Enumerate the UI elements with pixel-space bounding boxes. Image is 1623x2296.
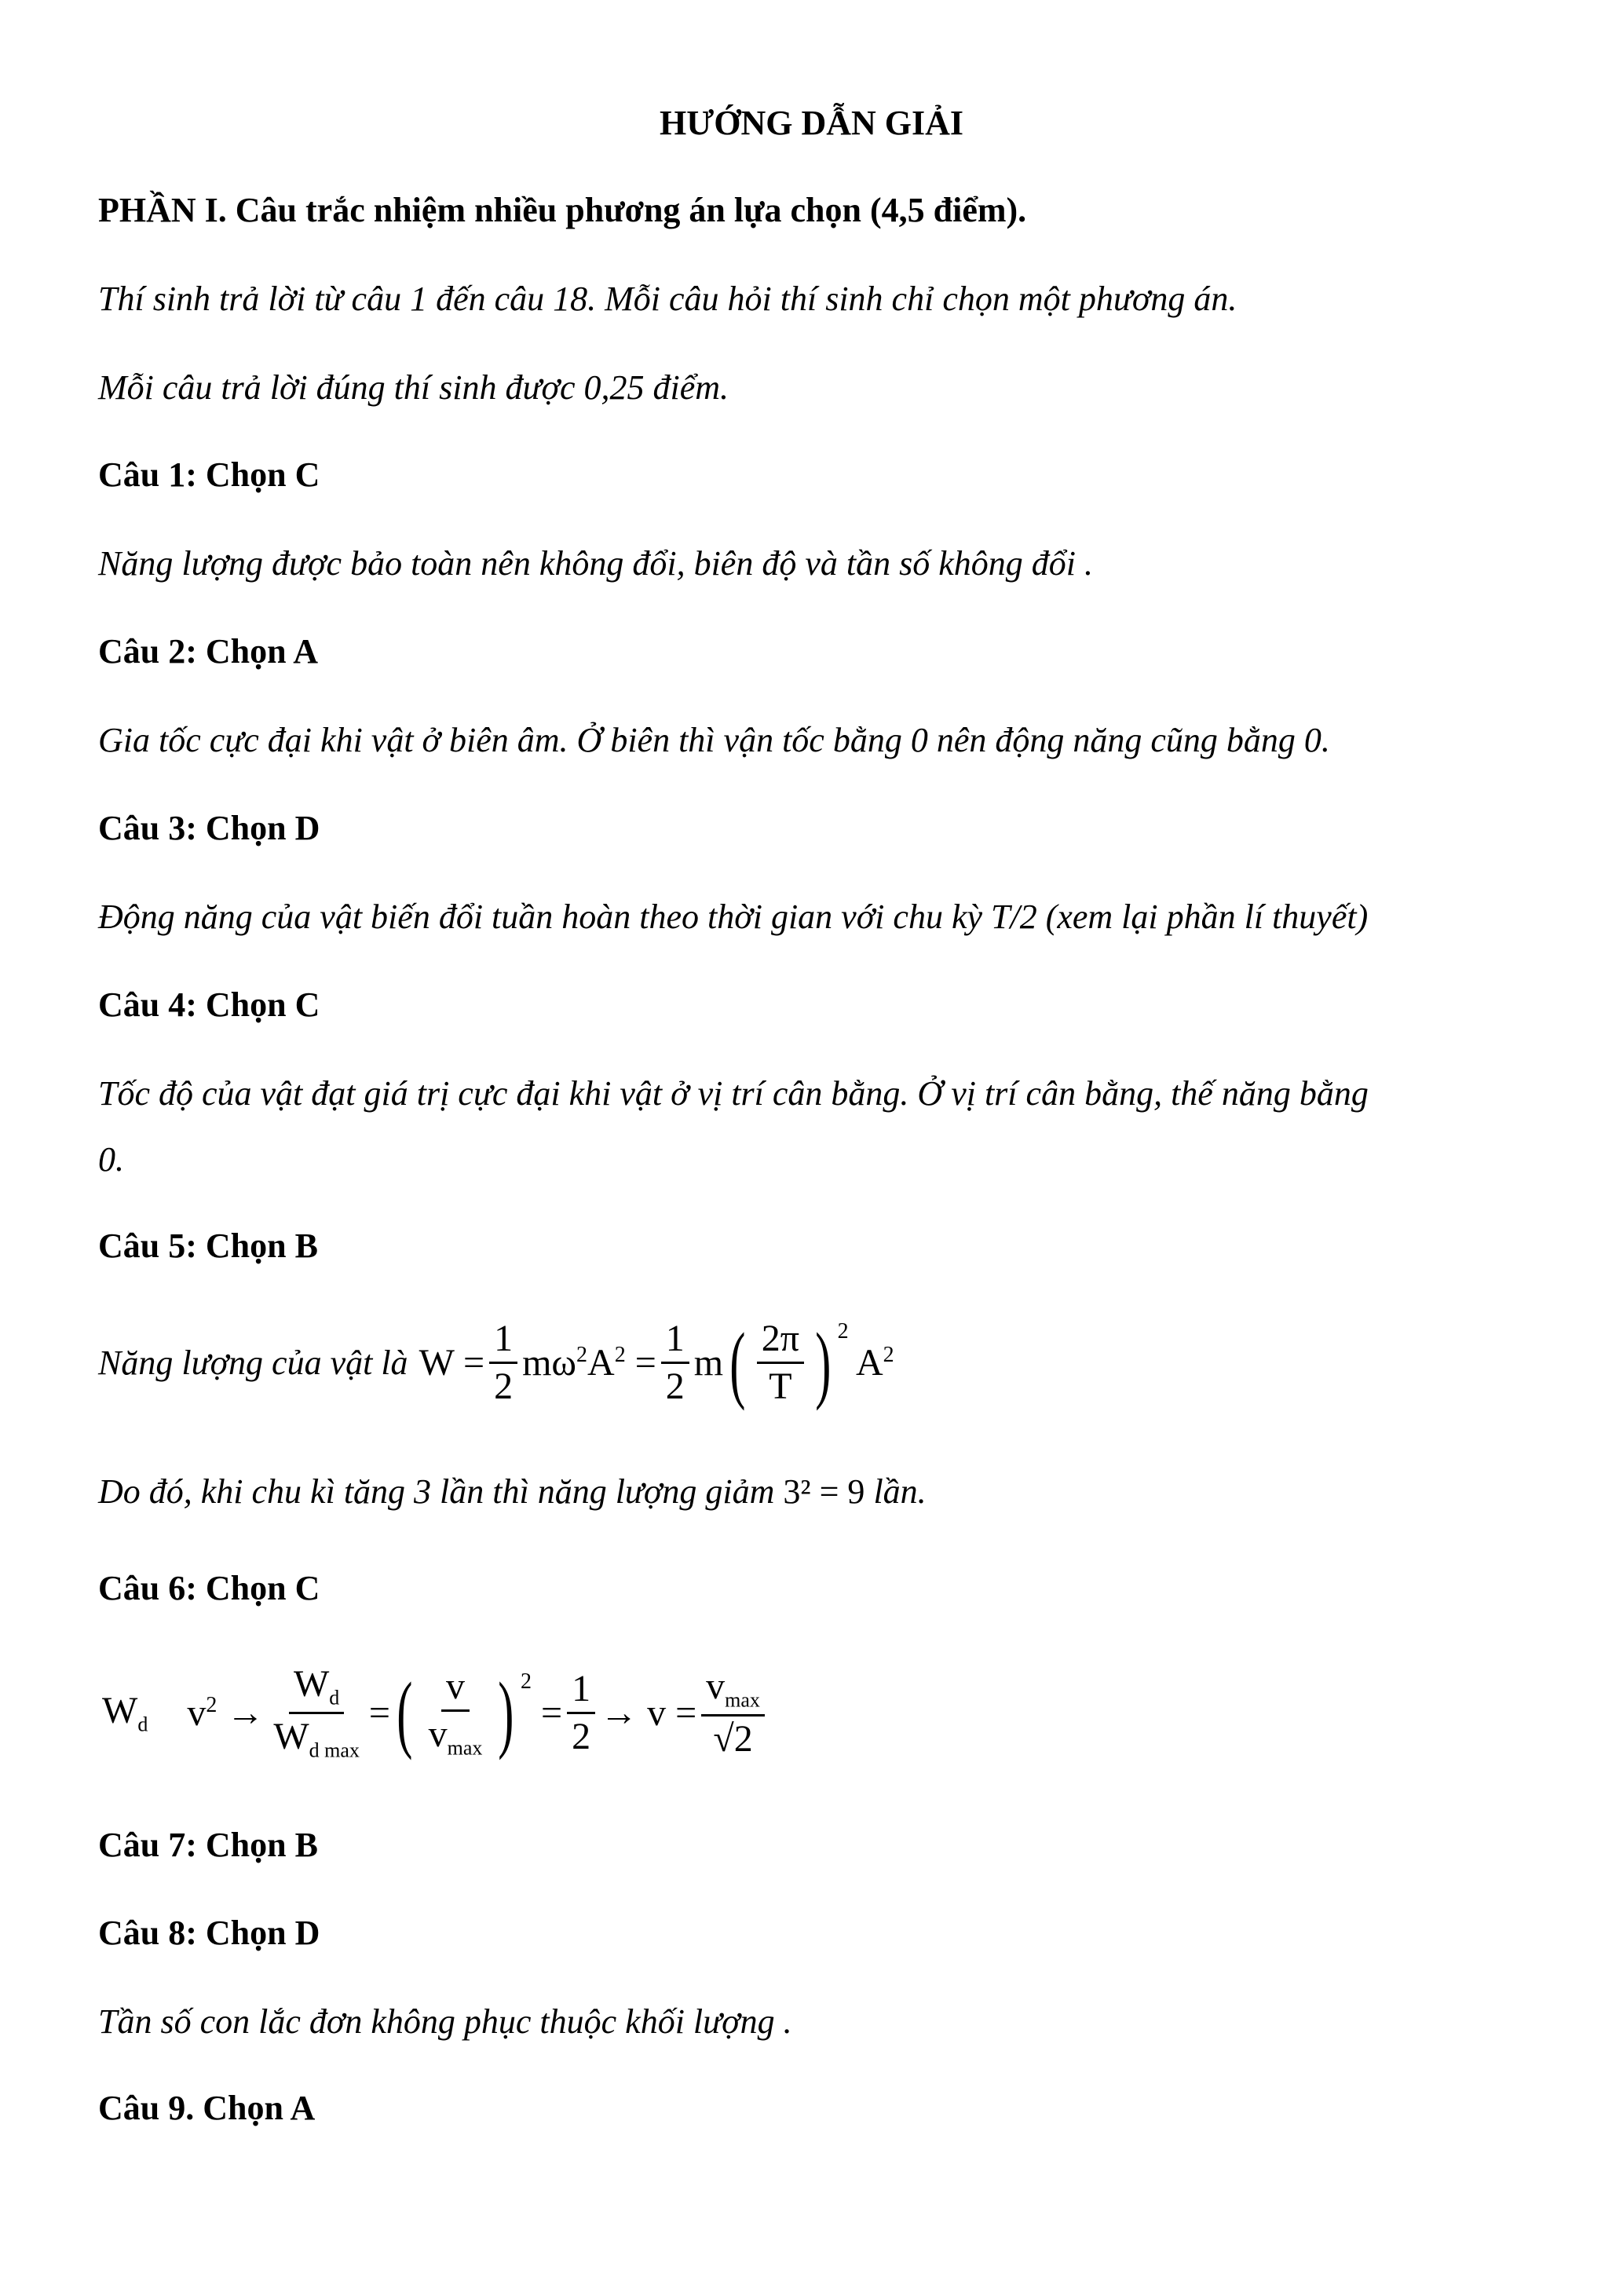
formula-eq2: $^2$ = <box>521 1669 563 1734</box>
formula-w: W = <box>419 1342 485 1384</box>
formula-m: m <box>693 1342 724 1384</box>
q5-formula-prefix: Năng lượng của vật là <box>98 1344 408 1383</box>
instruction-line-2: Mỗi câu trả lời đúng thí sinh được 0,25 điểm. <box>98 368 729 407</box>
page-title: HƯỚNG DẪN GIẢI <box>659 104 964 142</box>
q4-explanation-line-1: Tốc độ của vật đạt giá trị cực đại khi vật ở vị trí cân bằng. Ở vị trí cân bằng, thế năng bằng <box>98 1074 1369 1113</box>
left-paren: ( <box>729 1314 746 1411</box>
formula-v2: $v^2$ → <box>187 1691 265 1734</box>
q3-explanation: Động năng của vật biến đổi tuần hoàn theo thời gian với chu kỳ T/2 (xem lại phần lí thuyết) <box>98 898 1369 936</box>
q6-kinetic-formula <box>102 1665 769 1761</box>
q7-heading: Câu 7: Chọn B <box>98 1826 318 1864</box>
right-paren: ) <box>815 1314 832 1411</box>
formula-power-a: $^2$ $A^2$ <box>837 1319 894 1384</box>
fraction-half-3: $\frac{1}{2}$ <box>567 1669 595 1757</box>
fraction-v-over-vmax: $\frac{v}{v_{max}}$ <box>428 1665 483 1760</box>
q5-explanation-prefix: Do đó, khi chu kì tăng 3 lần thì năng lượng giảm <box>98 1472 775 1511</box>
section-heading: PHẦN I. Câu trắc nhiệm nhiều phương án lựa chọn (4,5 điểm). <box>98 191 1027 229</box>
right-paren-2: ) <box>498 1665 514 1761</box>
q4-heading: Câu 4: Chọn C <box>98 985 320 1024</box>
q5-explanation <box>98 1472 927 1512</box>
formula-arrow-v: → v = <box>600 1691 697 1734</box>
q5-explanation-suffix: lần. <box>873 1472 927 1511</box>
q5-heading: Câu 5: Chọn B <box>98 1227 318 1265</box>
q8-heading: Câu 8: Chọn D <box>98 1914 320 1952</box>
q2-explanation: Gia tốc cực đại khi vật ở biên âm. Ở biên thì vận tốc bằng 0 nên động năng cũng bằng 0. <box>98 721 1330 759</box>
q6-heading: Câu 6: Chọn C <box>98 1569 320 1607</box>
q9-heading: Câu 9. Chọn A <box>98 2089 316 2127</box>
q4-explanation-line-2: 0. <box>98 1140 124 1179</box>
instruction-line-1: Thí sinh trả lời từ câu 1 đến câu 18. Mỗi câu hỏi thí sinh chỉ chọn một phương án. <box>98 280 1237 318</box>
fraction-half: $\frac{1}{2}$ <box>489 1319 517 1407</box>
formula-eq1: = <box>368 1691 390 1734</box>
fraction-vmax-over-sqrt2: $\frac{v_{max}}{√2}$ <box>701 1667 765 1759</box>
q1-explanation: Năng lượng được bảo toàn nên không đổi, biên độ và tần số không đổi . <box>98 544 1093 583</box>
fraction-half-2: $\frac{1}{2}$ <box>661 1319 689 1407</box>
q5-explanation-math: 3² = 9 <box>783 1472 865 1511</box>
q8-explanation: Tần số con lắc đơn không phục thuộc khối lượng . <box>98 2002 792 2041</box>
fraction-2pi-over-t: $\frac{2\pi}{T}$ <box>757 1319 804 1407</box>
q5-energy-formula <box>98 1314 894 1411</box>
fraction-wd-over-wdmax: $\frac{W_d}{W_{d max}}$ <box>273 1663 360 1762</box>
q2-heading: Câu 2: Chọn A <box>98 632 318 671</box>
formula-m-omega: $m\omega^2A^2$ = <box>522 1342 656 1384</box>
q1-heading: Câu 1: Chọn C <box>98 455 320 494</box>
q3-heading: Câu 3: Chọn D <box>98 809 320 847</box>
formula-wd: $W_d$ <box>102 1690 148 1736</box>
left-paren-2: ( <box>397 1665 413 1761</box>
